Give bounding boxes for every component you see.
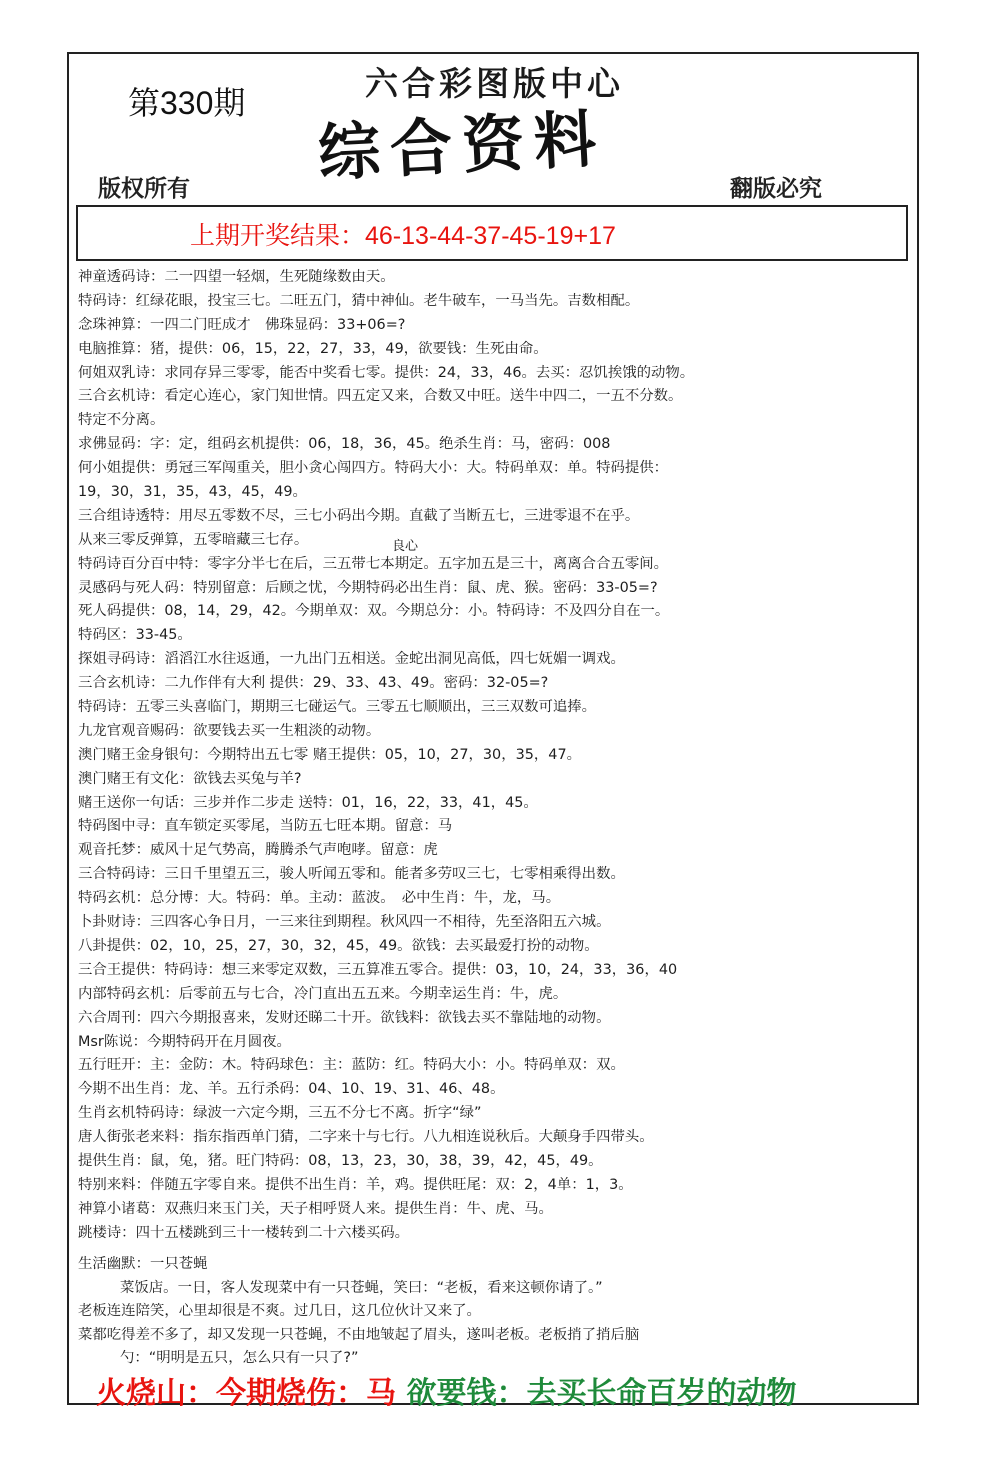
content-line: 特码诗：五零三头喜临门，期期三七碰运气。三零五七顺顺出，三三双数可追捧。: [78, 699, 597, 716]
content-line: 神童透码诗：二一四望一轻烟，生死随缘数由天。: [78, 269, 395, 285]
joke-title: 生活幽默：一只苍蝇: [78, 1256, 208, 1272]
content-line: 特定不分离。: [78, 412, 165, 429]
content-line: 澳门赌王金身银句：今期特出五七零 赌王提供：05，10，27，30，35，47。: [78, 746, 581, 763]
content-line: 今期不出生肖：龙、羊。五行杀码：04、10、19、31、46、48。: [78, 1081, 505, 1098]
footer-red-text: 火烧山：今期烧伤：马: [96, 1376, 396, 1411]
content-line: 三合组诗透特：用尽五零数不尽，三七小码出今期。直截了当断五七，三进零退不在乎。: [78, 507, 640, 524]
main-title: 综合资料: [316, 101, 608, 190]
content-line: 从来三零反弹算，五零暗藏三七存。: [78, 531, 309, 548]
content-line: 特码诗百分百中特：零字分半七在后，三五带七本期定。五字加五是三十，离离合合五零间。: [78, 555, 669, 572]
content-line: 澳门赌王有文化：欲钱去买兔与羊?: [78, 770, 302, 787]
content-line: 三合玄机诗：看定心连心，家门知世情。四五定又来，合数又中旺。送牛中四二，一五不分数。: [78, 388, 683, 405]
joke-line: 勺：“明明是五只，怎么只有一只了?”: [120, 1350, 359, 1367]
content-line: 灵感码与死人码：特别留意：后顾之忧，今期特码必出生肖：鼠、虎、猴。密码：33-05=?: [78, 579, 658, 596]
joke-section: [78, 1253, 914, 1371]
content-line: 八卦提供：02，10，25，27，30，32，45，49。欲钱：去买最爱打扮的动物。: [78, 937, 599, 954]
content-line: 生肖玄机特码诗：绿波一六定今期，三五不分七不离。折字“绿”: [78, 1105, 482, 1122]
watermark-text: 良心: [392, 539, 419, 554]
content-line: 特码玄机：总分博：大。特码：单。主动：蓝波。 必中生肖：牛，龙，马。: [78, 890, 561, 907]
content-line: 三合玄机诗：二九作伴有大利 提供：29、33、43、49。密码：32-05=?: [78, 675, 549, 692]
content-line: 求佛显码：字：定，组码玄机提供：06，18，36，45。绝杀生肖：马，密码：008: [78, 436, 611, 453]
content-line: 探姐寻码诗：滔滔江水往返通，一九出门五相送。金蛇出洞见高低，四七妩媚一调戏。: [78, 651, 625, 668]
content-line: 神算小诸葛：双燕归来玉门关，天子相呼贤人来。提供生肖：牛、虎、马。: [78, 1200, 553, 1217]
content-line: 跳楼诗：四十五楼跳到三十一楼转到二十六楼买码。: [78, 1224, 409, 1241]
content-line: 特码区：33-45。: [78, 627, 192, 644]
content-line: 赌王送你一句话：三步并作二步走 送特：01，16，22，33，41，45。: [78, 794, 538, 811]
content-line: 电脑推算：猪，提供：06，15，22，27，33，49，欲要钱：生死由命。: [78, 340, 548, 357]
center-title: 六合彩图版中心: [365, 64, 624, 103]
joke-line: 菜饭店。一日，客人发现菜中有一只苍蝇，笑曰：“老板，看来这顿你请了。”: [120, 1279, 603, 1296]
content-line: 提供生肖：鼠，兔，猪。旺门特码：08，13，23，30，38，39，42，45，49。: [78, 1152, 603, 1169]
joke-line: 老板连连陪笑，心里却很是不爽。过几日，这几位伙计又来了。: [78, 1303, 481, 1320]
content-line: 死人码提供：08，14，29，42。今期单双：双。今期总分：小。特码诗：不及四分自在一。: [78, 603, 670, 620]
content-line: 特码图中寻：直车锁定买零尾，当防五七旺本期。留意：马: [78, 818, 453, 835]
content-line: 观音托梦：威风十足气势高，腾腾杀气声咆哮。留意：虎: [78, 842, 438, 859]
content-line: Msr陈说：今期特码开在月圆夜。: [78, 1033, 291, 1050]
content-lines: [78, 266, 914, 1246]
footer-green-text: 欲要钱：去买长命百岁的动物: [406, 1376, 797, 1411]
content-line: 卜卦财诗：三四客心争日月，一三来往到期程。秋风四一不相待，先至洛阳五六城。: [78, 914, 611, 931]
content-line: 何姐双乳诗：求同存异三零零，能否中奖看七零。提供：24，33，46。去买：忍饥挨饿的动物。: [78, 364, 695, 381]
content-line: 19，30，31，35，43，45，49。: [78, 484, 307, 501]
joke-line: 菜都吃得差不多了，却又发现一只苍蝇，不由地皱起了眉头，遂叫老板。老板捎了捎后脑: [78, 1326, 640, 1343]
issue-number: 第330期: [128, 85, 246, 121]
content-line: 唐人街张老来料：指东指西单门猜，二字来十与七行。八九相连说秋后。大颠身手四带头。: [78, 1129, 654, 1146]
content-line: 特别来料：伴随五字零自来。提供不出生肖：羊，鸡。提供旺尾：双：2，4单：1，3。: [78, 1176, 633, 1193]
content-line: 五行旺开：主：金防：木。特码球色：主：蓝防：红。特码大小：小。特码单双：双。: [78, 1057, 625, 1074]
content-line: 三合特码诗：三日千里望五三，骏人听闻五零和。能者多劳叹三七，七零相乘得出数。: [78, 866, 625, 883]
copyright-note: 版权所有: [98, 176, 190, 202]
last-result: 上期开奖结果：46-13-44-37-45-19+17: [190, 222, 616, 250]
content-line: 内部特码玄机：后零前五与七合，冷门直出五五来。今期幸运生肖：牛，虎。: [78, 985, 568, 1002]
content-line: 三合王提供：特码诗：想三来零定双数，三五算准五零合。提供：03，10，24，33，36，40: [78, 961, 678, 978]
content-line: 特码诗：红绿花眼，投宝三七。二旺五门，猜中神仙。老牛破车，一马当先。吉数相配。: [78, 292, 640, 309]
footer-banner: [96, 1368, 796, 1412]
content-line: 何小姐提供：勇冠三军闯重关，胆小贪心闯四方。特码大小：大。特码单双：单。特码提供：: [78, 460, 669, 477]
content-line: 念珠神算：一四二门旺成才 佛珠显码：33+06=?: [78, 316, 406, 333]
content-line: 六合周刊：四六今期报喜来，发财还睇二十开。欲钱料：欲钱去买不靠陆地的动物。: [78, 1009, 611, 1026]
piracy-note: 翻版必究: [730, 176, 822, 202]
content-line: 九龙官观音赐码：欲要钱去买一生粗淡的动物。: [78, 722, 381, 739]
